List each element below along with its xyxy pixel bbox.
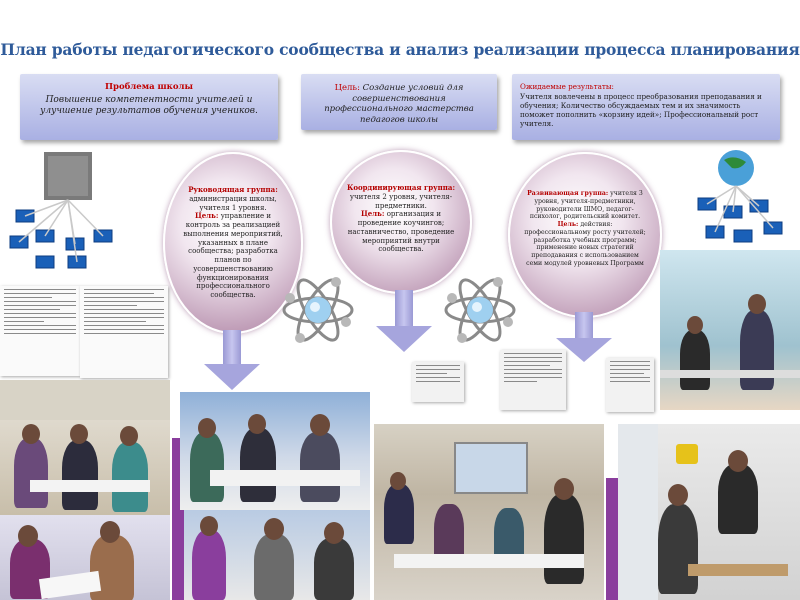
school-problem-heading: Проблема школы: [104, 82, 194, 92]
page-title: План работы педагогического сообщества и анализ реализации процесса планирования: [0, 40, 800, 59]
expected-results-text: Учителя вовлечены в процесс преобразования преподавания и обучения; Количество обсуждаемых тем и их значимость поможет пополнить «корзину идей»; Профессиональный рост учителя.: [520, 92, 762, 128]
developing-group-goals-label: Цель:: [557, 221, 579, 228]
developing-group-heading: Развивающая группа:: [527, 190, 609, 197]
leading-group-goals-label: Цель:: [194, 211, 219, 221]
expected-results-box: [512, 74, 780, 140]
coordinating-group-goals-label: Цель:: [360, 209, 385, 219]
purple-accent-bar: [606, 478, 618, 600]
network-computers-icon: [8, 146, 120, 276]
roleplay-photo: [618, 424, 800, 600]
leading-group-heading: Руководящая группа:: [188, 185, 278, 194]
document-table-image: [0, 286, 80, 376]
developing-group-circle: [508, 152, 662, 318]
document-image: [500, 350, 566, 410]
coordinating-group-members: учителя 2 уровня, учителя-предметники.: [349, 192, 453, 210]
down-arrow-icon: [376, 290, 432, 352]
developing-group-goals: действия: профессиональному росту учителей; разработка учебных программ; применение новых стратегий преподавания с использованием семи модулей уровневых Программ: [524, 221, 646, 267]
teachers-working-photo: [0, 515, 170, 600]
goal-label: Цель:: [334, 83, 360, 93]
expected-results-heading: Ожидаемые результаты:: [520, 82, 614, 91]
training-session-photo: [184, 510, 370, 600]
presentation-hall-photo: [374, 424, 604, 600]
meeting-photo: [0, 380, 170, 515]
classroom-photo: [660, 250, 800, 410]
goal-box: [301, 74, 497, 130]
document-image: [606, 358, 654, 412]
atom-molecule-icon: [278, 270, 358, 350]
document-image: [412, 362, 464, 402]
school-problem-box: [20, 74, 278, 140]
school-problem-text: Повышение компетентности учителей и улучшение результатов обучения учеников.: [40, 94, 258, 116]
atom-molecule-icon: [440, 270, 520, 350]
group-work-photo: [180, 392, 370, 510]
leading-group-members: администрация школы, учителя 1 уровня.: [189, 194, 277, 212]
coordinating-group-heading: Координирующая группа:: [346, 183, 456, 192]
goal-text: Создание условий для совершенствования профессионального мастерства педагогов школы: [324, 83, 474, 125]
leading-group-goals: управление и контроль за реализацией выполнения мероприятий, указанных в плане сообщества; разработка планов по усовершенствованию функционирования профессионального сообщества.: [183, 212, 283, 299]
developing-group-members: учителя 3 уровня, учителя-предметники, руководители ШМО, педагог-психолог, родительский комитет.: [529, 190, 643, 221]
down-arrow-icon: [204, 330, 260, 390]
network-computers-icon: [676, 146, 788, 256]
document-table-image: [80, 286, 168, 378]
coordinating-group-goals: организация и проведение коучингов; наставничество, проведение мероприятий внутри сообщества.: [347, 210, 455, 254]
